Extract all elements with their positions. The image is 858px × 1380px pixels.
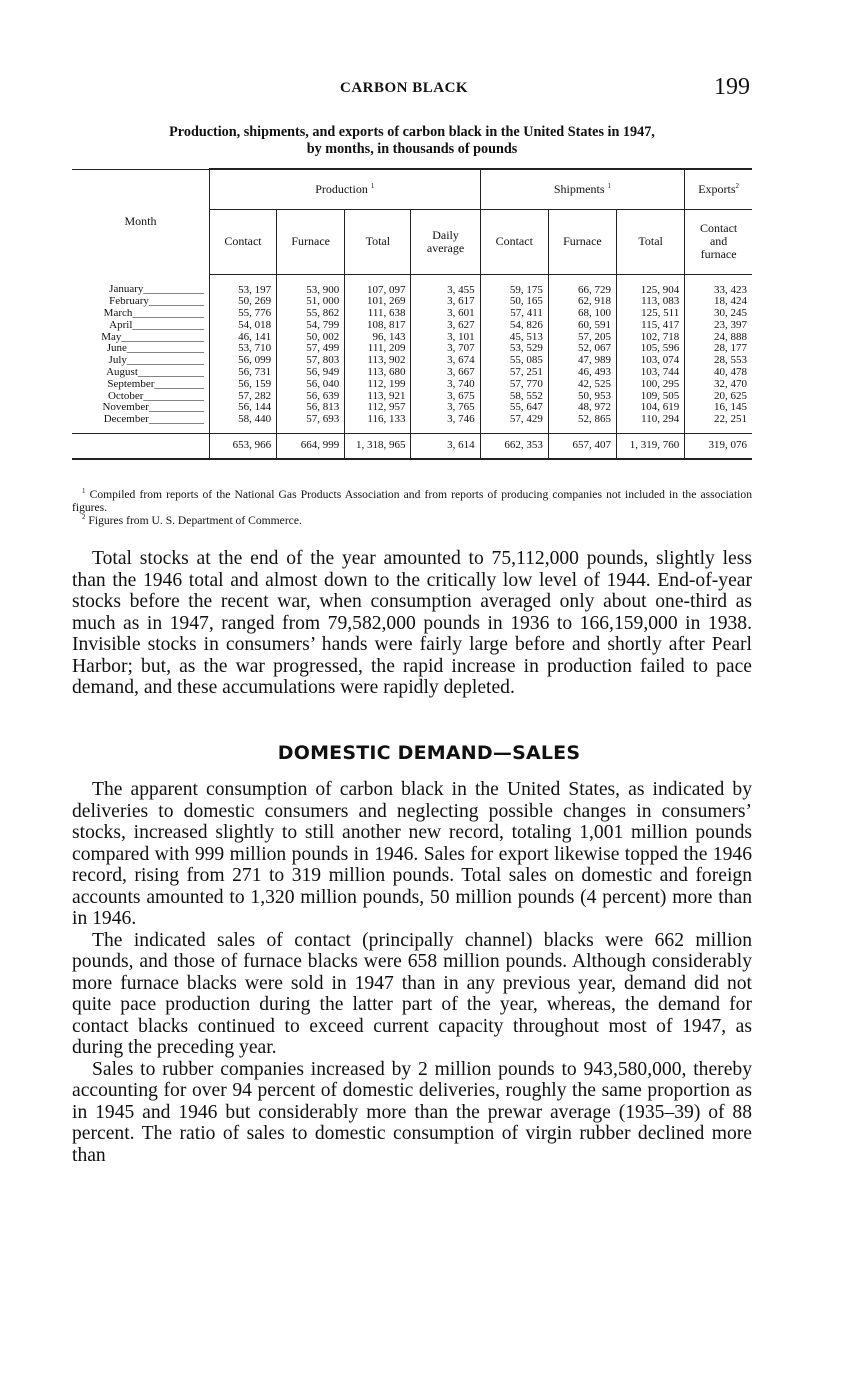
month-label: October [107,390,144,402]
month-cell [72,320,209,332]
table-cell: 57, 205 [548,332,616,344]
table-cell: 103, 744 [617,367,685,379]
dot-leader: __________ [148,414,204,426]
footnote-2: $^2$ Figures from U. S. Department of Commerce. [82,513,302,527]
table-cell: 32, 470 [685,379,752,391]
table-cell: 96, 143 [345,332,411,344]
table-cell: 105, 596 [617,343,685,355]
table-cell: 103, 074 [617,355,685,367]
table-cell: 102, 718 [617,332,685,344]
paragraph-consumption: The apparent consumption of carbon black in the United States, as indicated by deliveries to domestic consumers and neglecting possible changes in consumers’ stocks, increased slightly to still another new record, totaling 1,001 million pounds compared with 999 million pounds in 1946. Sales for export likewise topped the 1946 record, rising from 271 to 319 million pounds. Total sales on domestic and foreign accounts amounted to 1,320 million pounds, 50 million pounds (4 percent) more than in 1946. [72,779,752,929]
month-label: September [107,378,155,390]
table-cell: 3, 617 [411,296,480,308]
total-cell: 1, 318, 965 [345,434,411,459]
table-cell: 57, 499 [277,343,345,355]
table-cell: 111, 209 [345,343,411,355]
footnotes [72,488,752,527]
dot-leader: ______________ [126,343,204,355]
month-label: June [106,343,127,355]
col-shipments-furnace: Furnace [548,209,616,274]
month-cell [72,414,209,433]
table-cell: 47, 989 [548,355,616,367]
total-cell: 1, 319, 760 [617,434,685,459]
table-cell: 50, 165 [480,296,548,308]
total-cell: 664, 999 [277,434,345,459]
table-cell: 113, 902 [345,355,411,367]
table-cell: 113, 083 [617,296,685,308]
table-cell: 56, 813 [277,402,345,414]
table-cell: 48, 972 [548,402,616,414]
table-cell: 3, 675 [411,391,480,403]
total-cell: 657, 407 [548,434,616,459]
table-cell: 57, 251 [480,367,548,379]
table-caption-line-2: by months, in thousands of pounds [306,141,518,157]
table-cell: 53, 710 [209,343,276,355]
month-label: December [103,414,149,426]
table-cell: 45, 513 [480,332,548,344]
col-production-contact: Contact [209,209,276,274]
table-cell: 3, 667 [411,367,480,379]
table-cell: 53, 529 [480,343,548,355]
table-cell: 33, 423 [685,274,752,296]
paragraph-rubber-sales: Sales to rubber companies increased by 2 million pounds to 943,580,000, thereby accounting for over 94 percent of domestic deliveries, roughly the same proportion as in 1945 and 1946 but considerably more than the prewar average (1935–39) of 88 percent. The ratio of sales to domestic consumption of virgin rubber declined more than [72,1058,752,1166]
shipments-group-header: Shipments $^1$ [480,169,685,209]
totals-row [72,434,752,459]
dot-leader: _____________ [132,308,204,320]
table-cell: 56, 099 [209,355,276,367]
month-cell [72,343,209,355]
table-cell: 55, 862 [277,308,345,320]
table-cell: 112, 957 [345,402,411,414]
table-cell: 3, 674 [411,355,480,367]
table-cell: 30, 245 [685,308,752,320]
table-cell: 24, 888 [685,332,752,344]
month-label: January [109,283,144,296]
table-cell: 51, 000 [277,296,345,308]
table-cell: 3, 746 [411,414,480,433]
table-cell: 54, 799 [277,320,345,332]
table-row [72,274,752,296]
month-cell [72,332,209,344]
paragraph-contact-sales: The indicated sales of contact (principally channel) blacks were 662 million pounds, and those of furnace blacks were 658 million pounds. Although considerably more furnace blacks were sold in 1947 than in any previous year, demand did not quite pace production during the latter part of the year, whereas, the demand for contact blacks continued to exceed current capacity throughout most of 1947, as during the preceding year. [72,929,752,1058]
footnote-1: $^1$ Compiled from reports of the National Gas Products Association and from reports of producing companies not included in the association figures. [72,487,752,514]
table-cell: 115, 417 [617,320,685,332]
month-label: August [106,367,138,379]
month-cell [72,402,209,414]
table-cell: 56, 731 [209,367,276,379]
section-heading: DOMESTIC DEMAND—SALES [277,742,581,764]
table-cell: 50, 002 [277,332,345,344]
col-production-total: Total [345,209,411,274]
section-body [72,779,752,1166]
table-row [72,414,752,433]
table-cell: 50, 953 [548,391,616,403]
paragraph-stocks: Total stocks at the end of the year amounted to 75,112,000 pounds, slightly less than the 1946 total and almost down to the critically low level of 1944. End-of-year stocks before the recent war, when consumption averaged only about one-third as much as in 1947, ranged from 79,582,000 pounds in 1936 to 166,159,000 in 1938. Invisible stocks in consumers’ hands were fairly large before and shortly after Pearl Harbor; but, as the war progressed, the rapid increase in production failed to pace demand, and these accumulations were rapidly depleted. [72,548,752,698]
month-label: July [108,355,127,367]
table-cell: 18, 424 [685,296,752,308]
col-production-furnace: Furnace [277,209,345,274]
table-cell: 3, 740 [411,379,480,391]
table-row [72,320,752,332]
col-exports-contact-furnace: Contact and furnace [685,209,752,274]
month-cell [72,391,209,403]
month-label: April [109,319,133,331]
month-cell [72,355,209,367]
table-cell: 125, 904 [617,274,685,296]
dot-leader: _____________ [132,319,204,331]
carbon-black-table [72,168,752,460]
table-cell: 111, 638 [345,308,411,320]
table-cell: 101, 269 [345,296,411,308]
table-cell: 3, 455 [411,274,480,296]
table-cell: 3, 707 [411,343,480,355]
table-cell: 55, 647 [480,402,548,414]
paragraph-stocks-block [72,548,752,699]
table-cell: 28, 553 [685,355,752,367]
table-cell: 68, 100 [548,308,616,320]
dot-leader: __________ [148,402,204,414]
month-cell [72,296,209,308]
table-cell: 28, 177 [685,343,752,355]
dot-leader: _______________ [121,331,204,343]
table-cell: 57, 411 [480,308,548,320]
month-cell [72,379,209,391]
total-cell: 3, 614 [411,434,480,459]
table-cell: 3, 765 [411,402,480,414]
exports-group-header: Exports$^2$ [685,169,752,209]
table-cell: 59, 175 [480,274,548,296]
table-cell: 62, 918 [548,296,616,308]
month-cell [72,367,209,379]
table-cell: 56, 949 [277,367,345,379]
table-cell: 53, 900 [277,274,345,296]
table-cell: 50, 269 [209,296,276,308]
table-cell: 57, 693 [277,414,345,433]
production-group-header: Production $^1$ [209,169,480,209]
table-cell: 108, 817 [345,320,411,332]
dot-leader: __________ [148,296,204,308]
table-cell: 53, 197 [209,274,276,296]
dot-leader: _________ [154,378,204,390]
dot-leader: ______________ [126,355,204,367]
table-cell: 60, 591 [548,320,616,332]
table-body [72,274,752,459]
dot-leader: ___________ [143,283,204,296]
table-cell: 100, 295 [617,379,685,391]
table-cell: 57, 803 [277,355,345,367]
table-cell: 113, 680 [345,367,411,379]
table-cell: 109, 505 [617,391,685,403]
table-cell: 56, 144 [209,402,276,414]
month-label: November [102,402,149,414]
table-cell: 54, 826 [480,320,548,332]
col-daily-average: Daily average [411,209,480,274]
table-cell: 55, 085 [480,355,548,367]
month-cell [72,274,209,296]
table-cell: 23, 397 [685,320,752,332]
totals-label-cell [72,434,209,459]
table-cell: 20, 625 [685,391,752,403]
table-cell: 125, 511 [617,308,685,320]
table-cell: 56, 159 [209,379,276,391]
table-cell: 40, 478 [685,367,752,379]
table-cell: 113, 921 [345,391,411,403]
table-cell: 54, 018 [209,320,276,332]
table-cell: 58, 552 [480,391,548,403]
table-cell: 104, 619 [617,402,685,414]
dot-leader: ___________ [143,390,204,402]
table-cell: 57, 770 [480,379,548,391]
table-cell: 3, 627 [411,320,480,332]
running-head [0,74,858,102]
total-cell: 319, 076 [685,434,752,459]
table-cell: 46, 493 [548,367,616,379]
table-cell: 3, 101 [411,332,480,344]
table-cell: 107, 097 [345,274,411,296]
month-cell [72,308,209,320]
dot-leader: ____________ [137,367,204,379]
col-shipments-contact: Contact [480,209,548,274]
table-cell: 55, 776 [209,308,276,320]
table-cell: 58, 440 [209,414,276,433]
table-caption-line-1: Production, shipments, and exports of carbon black in the United States in 1947, [169,124,655,140]
table-cell: 3, 601 [411,308,480,320]
table-cell: 56, 040 [277,379,345,391]
col-shipments-total: Total [617,209,685,274]
table-cell: 116, 133 [345,414,411,433]
month-label: February [109,296,149,308]
total-cell: 653, 966 [209,434,276,459]
month-header: Month [72,169,209,274]
table-cell: 57, 429 [480,414,548,433]
page-number: 199 [714,74,750,100]
table-cell: 66, 729 [548,274,616,296]
table-cell: 57, 282 [209,391,276,403]
table-cell: 52, 865 [548,414,616,433]
table-cell: 52, 067 [548,343,616,355]
table-cell: 56, 639 [277,391,345,403]
total-cell: 662, 353 [480,434,548,459]
table-row [72,379,752,391]
table-cell: 22, 251 [685,414,752,433]
table-cell: 46, 141 [209,332,276,344]
table-cell: 16, 145 [685,402,752,414]
table-cell: 112, 199 [345,379,411,391]
month-label: May [101,331,122,343]
month-label: March [103,308,133,320]
table-cell: 110, 294 [617,414,685,433]
running-title: CARBON BLACK [340,80,469,96]
table-cell: 42, 525 [548,379,616,391]
table-caption [72,124,752,158]
